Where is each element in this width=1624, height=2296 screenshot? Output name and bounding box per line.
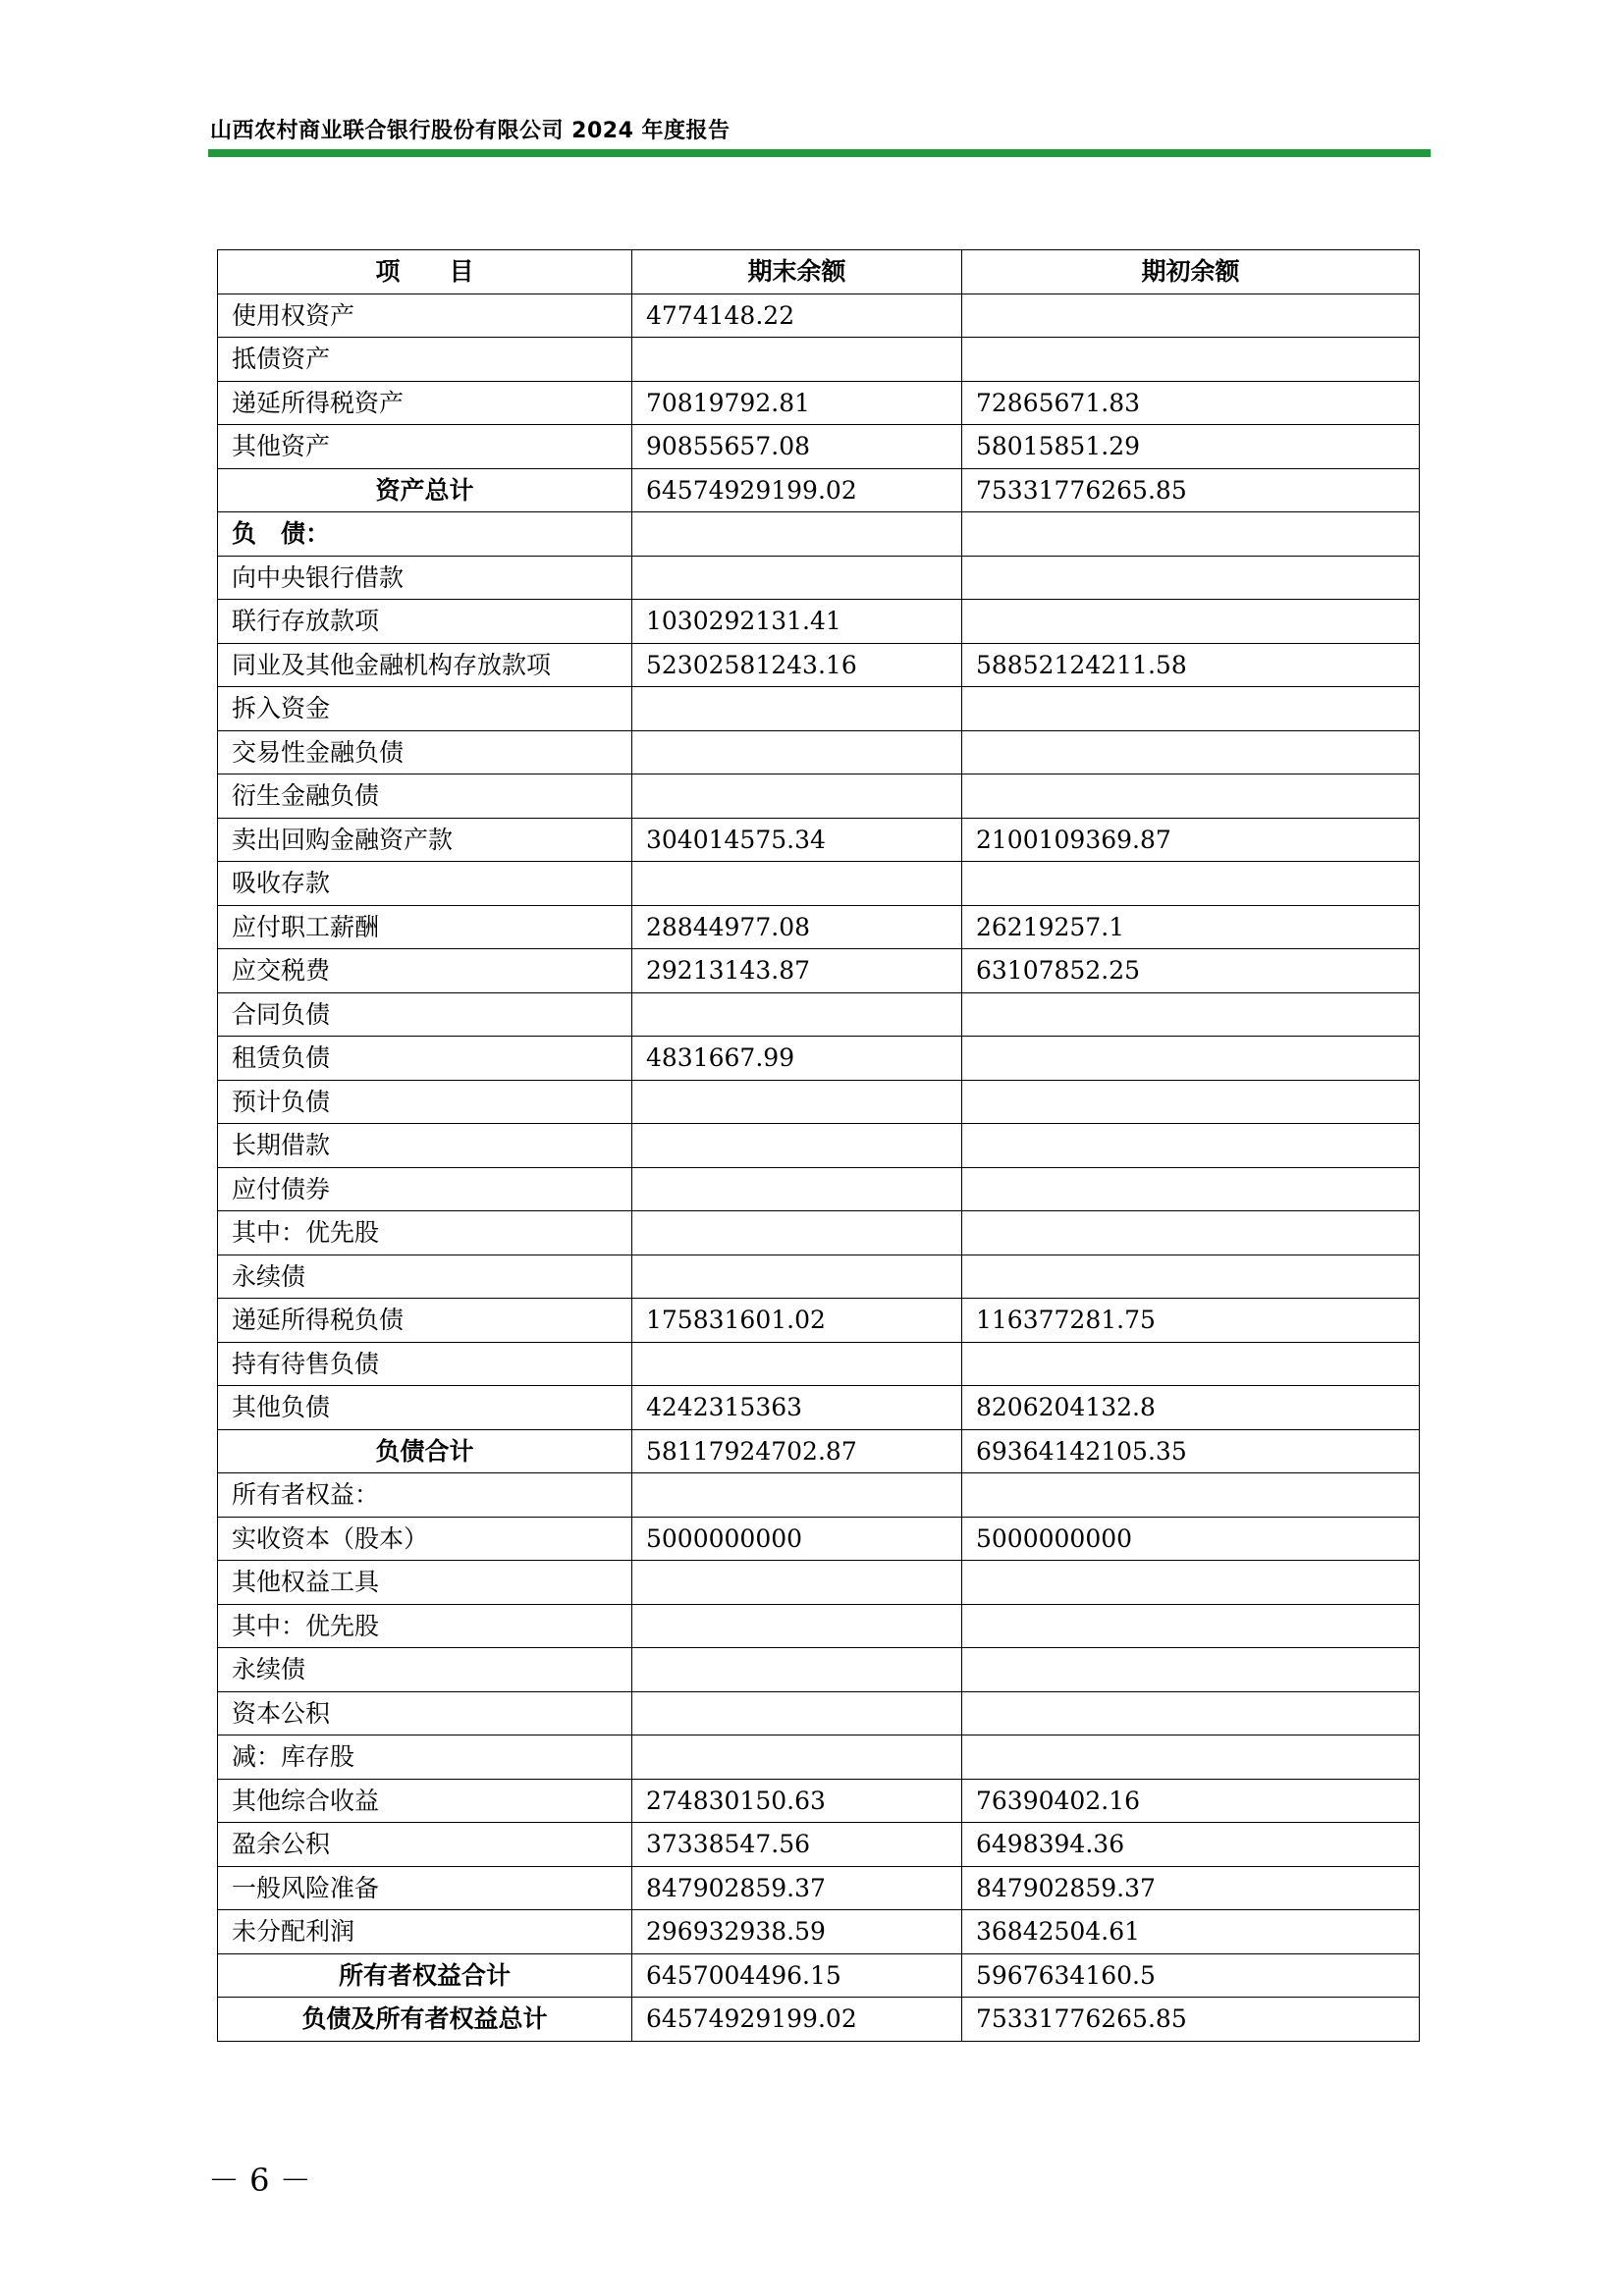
table-row [218, 1866, 1420, 1910]
row-label: 应付债券 [218, 1167, 632, 1211]
row-label: 负债合计 [218, 1429, 632, 1473]
table-row [218, 1779, 1420, 1823]
row-label: 持有待售负债 [218, 1342, 632, 1386]
begin-balance-cell: 2100109369.87 [962, 818, 1420, 862]
end-balance-cell [632, 730, 962, 774]
end-balance-cell: 847902859.37 [632, 1866, 962, 1910]
end-balance-cell: 4831667.99 [632, 1037, 962, 1081]
row-label: 应付职工薪酬 [218, 905, 632, 949]
row-label: 使用权资产 [218, 294, 632, 338]
row-label: 同业及其他金融机构存放款项 [218, 643, 632, 687]
table-row [218, 338, 1420, 382]
begin-balance-cell: 36842504.61 [962, 1910, 1420, 1954]
table-row [218, 512, 1420, 557]
table-row [218, 1342, 1420, 1386]
begin-balance-cell [962, 862, 1420, 906]
column-header-end-balance: 期末余额 [632, 250, 962, 294]
end-balance-cell [632, 992, 962, 1037]
row-label: 租赁负债 [218, 1037, 632, 1081]
row-label: 交易性金融负债 [218, 730, 632, 774]
end-balance-cell: 58117924702.87 [632, 1429, 962, 1473]
table-row [218, 818, 1420, 862]
end-balance-cell [632, 1167, 962, 1211]
table-row [218, 556, 1420, 600]
table-row [218, 1211, 1420, 1255]
row-label: 长期借款 [218, 1124, 632, 1168]
row-label: 负 债： [218, 512, 632, 557]
row-label: 资本公积 [218, 1691, 632, 1735]
begin-balance-cell [962, 1473, 1420, 1518]
begin-balance-cell: 5000000000 [962, 1517, 1420, 1561]
table-row [218, 381, 1420, 425]
table-row [218, 1823, 1420, 1867]
end-balance-cell: 304014575.34 [632, 818, 962, 862]
end-balance-cell: 5000000000 [632, 1517, 962, 1561]
row-label: 向中央银行借款 [218, 556, 632, 600]
table-row [218, 1648, 1420, 1692]
table-row [218, 1386, 1420, 1430]
end-balance-cell: 64574929199.02 [632, 1998, 962, 2042]
table-row [218, 1429, 1420, 1473]
begin-balance-cell [962, 1167, 1420, 1211]
row-label: 应交税费 [218, 949, 632, 993]
begin-balance-cell [962, 774, 1420, 819]
row-label: 卖出回购金融资产款 [218, 818, 632, 862]
end-balance-cell [632, 1691, 962, 1735]
row-label: 衍生金融负债 [218, 774, 632, 819]
row-label: 其中：优先股 [218, 1211, 632, 1255]
table-row [218, 1124, 1420, 1168]
begin-balance-cell [962, 992, 1420, 1037]
header-green-rule [208, 149, 1431, 157]
begin-balance-cell [962, 1604, 1420, 1648]
begin-balance-cell [962, 1037, 1420, 1081]
table-header-row [218, 250, 1420, 294]
table-row [218, 1080, 1420, 1124]
end-balance-cell [632, 1561, 962, 1605]
end-balance-cell: 4242315363 [632, 1386, 962, 1430]
begin-balance-cell: 76390402.16 [962, 1779, 1420, 1823]
table-row [218, 468, 1420, 512]
row-label: 合同负债 [218, 992, 632, 1037]
table-row [218, 643, 1420, 687]
table-row [218, 600, 1420, 644]
end-balance-cell: 4774148.22 [632, 294, 962, 338]
report-header-title: 山西农村商业联合银行股份有限公司 2024 年度报告 [210, 119, 731, 143]
row-label: 未分配利润 [218, 1910, 632, 1954]
column-header-item: 项 目 [218, 250, 632, 294]
table-row [218, 1691, 1420, 1735]
end-balance-cell [632, 556, 962, 600]
begin-balance-cell [962, 512, 1420, 557]
begin-balance-cell: 847902859.37 [962, 1866, 1420, 1910]
row-label: 其中：优先股 [218, 1604, 632, 1648]
begin-balance-cell [962, 1255, 1420, 1299]
begin-balance-cell [962, 1342, 1420, 1386]
row-label: 负债及所有者权益总计 [218, 1998, 632, 2042]
end-balance-cell: 37338547.56 [632, 1823, 962, 1867]
end-balance-cell [632, 1342, 962, 1386]
row-label: 实收资本（股本） [218, 1517, 632, 1561]
end-balance-cell [632, 687, 962, 731]
begin-balance-cell [962, 294, 1420, 338]
begin-balance-cell [962, 556, 1420, 600]
end-balance-cell [632, 338, 962, 382]
row-label: 拆入资金 [218, 687, 632, 731]
row-label: 联行存放款项 [218, 600, 632, 644]
begin-balance-cell: 5967634160.5 [962, 1953, 1420, 1998]
page-number: － 6 － [208, 2162, 311, 2199]
row-label: 其他资产 [218, 425, 632, 469]
end-balance-cell: 296932938.59 [632, 1910, 962, 1954]
table-row [218, 1473, 1420, 1518]
end-balance-cell [632, 774, 962, 819]
begin-balance-cell: 58015851.29 [962, 425, 1420, 469]
table-row [218, 1998, 1420, 2042]
begin-balance-cell [962, 1735, 1420, 1780]
begin-balance-cell: 75331776265.85 [962, 1998, 1420, 2042]
end-balance-cell [632, 1124, 962, 1168]
table-row [218, 992, 1420, 1037]
row-label: 抵债资产 [218, 338, 632, 382]
row-label: 减：库存股 [218, 1735, 632, 1780]
table-row [218, 1167, 1420, 1211]
row-label: 递延所得税资产 [218, 381, 632, 425]
row-label: 盈余公积 [218, 1823, 632, 1867]
table-row [218, 294, 1420, 338]
table-row [218, 774, 1420, 819]
begin-balance-cell [962, 1080, 1420, 1124]
row-label: 一般风险准备 [218, 1866, 632, 1910]
end-balance-cell [632, 1080, 962, 1124]
row-label: 所有者权益： [218, 1473, 632, 1518]
table-body [218, 294, 1420, 2041]
row-label: 永续债 [218, 1648, 632, 1692]
begin-balance-cell: 72865671.83 [962, 381, 1420, 425]
end-balance-cell [632, 1255, 962, 1299]
end-balance-cell: 28844977.08 [632, 905, 962, 949]
end-balance-cell [632, 1211, 962, 1255]
table-row [218, 1953, 1420, 1998]
row-label: 其他权益工具 [218, 1561, 632, 1605]
table-row [218, 425, 1420, 469]
row-label: 递延所得税负债 [218, 1299, 632, 1343]
end-balance-cell: 175831601.02 [632, 1299, 962, 1343]
column-header-begin-balance: 期初余额 [962, 250, 1420, 294]
table-row [218, 1604, 1420, 1648]
table-row [218, 1735, 1420, 1780]
begin-balance-cell: 69364142105.35 [962, 1429, 1420, 1473]
end-balance-cell [632, 512, 962, 557]
end-balance-cell: 70819792.81 [632, 381, 962, 425]
begin-balance-cell [962, 338, 1420, 382]
table-row [218, 1299, 1420, 1343]
row-label: 永续债 [218, 1255, 632, 1299]
row-label: 所有者权益合计 [218, 1953, 632, 1998]
row-label: 其他综合收益 [218, 1779, 632, 1823]
begin-balance-cell: 6498394.36 [962, 1823, 1420, 1867]
end-balance-cell [632, 1604, 962, 1648]
end-balance-cell [632, 1473, 962, 1518]
begin-balance-cell: 26219257.1 [962, 905, 1420, 949]
begin-balance-cell [962, 730, 1420, 774]
balance-sheet-table [217, 249, 1420, 2042]
end-balance-cell: 1030292131.41 [632, 600, 962, 644]
begin-balance-cell [962, 1561, 1420, 1605]
table-row [218, 1517, 1420, 1561]
begin-balance-cell [962, 1648, 1420, 1692]
row-label: 资产总计 [218, 468, 632, 512]
table-row [218, 687, 1420, 731]
end-balance-cell: 274830150.63 [632, 1779, 962, 1823]
end-balance-cell: 90855657.08 [632, 425, 962, 469]
table-row [218, 862, 1420, 906]
begin-balance-cell [962, 687, 1420, 731]
table-row [218, 1910, 1420, 1954]
row-label: 预计负债 [218, 1080, 632, 1124]
row-label: 吸收存款 [218, 862, 632, 906]
table-row [218, 730, 1420, 774]
table-row [218, 1037, 1420, 1081]
end-balance-cell: 29213143.87 [632, 949, 962, 993]
begin-balance-cell [962, 600, 1420, 644]
end-balance-cell: 64574929199.02 [632, 468, 962, 512]
begin-balance-cell [962, 1691, 1420, 1735]
end-balance-cell [632, 862, 962, 906]
begin-balance-cell: 8206204132.8 [962, 1386, 1420, 1430]
table-row [218, 949, 1420, 993]
end-balance-cell [632, 1735, 962, 1780]
table-row [218, 905, 1420, 949]
end-balance-cell: 6457004496.15 [632, 1953, 962, 1998]
begin-balance-cell: 63107852.25 [962, 949, 1420, 993]
end-balance-cell [632, 1648, 962, 1692]
begin-balance-cell: 58852124211.58 [962, 643, 1420, 687]
begin-balance-cell [962, 1124, 1420, 1168]
table-row [218, 1255, 1420, 1299]
end-balance-cell: 52302581243.16 [632, 643, 962, 687]
begin-balance-cell [962, 1211, 1420, 1255]
table-row [218, 1561, 1420, 1605]
row-label: 其他负债 [218, 1386, 632, 1430]
begin-balance-cell: 116377281.75 [962, 1299, 1420, 1343]
begin-balance-cell: 75331776265.85 [962, 468, 1420, 512]
